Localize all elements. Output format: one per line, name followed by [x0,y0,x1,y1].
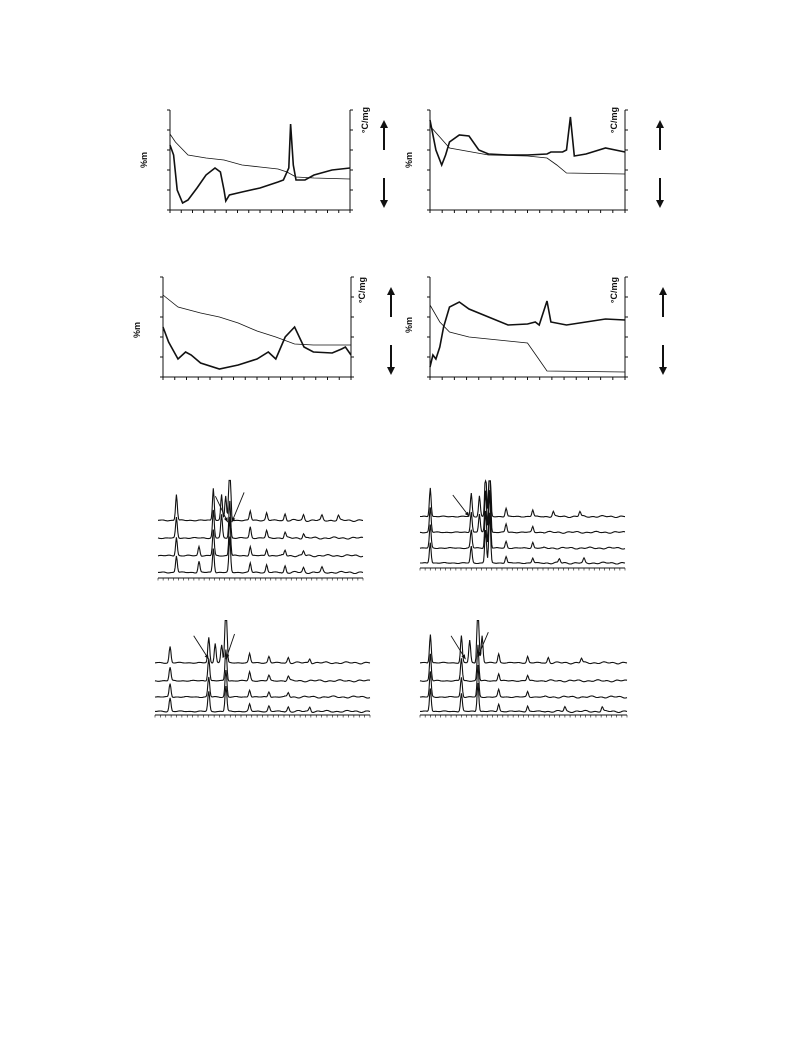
peak-arrow-head [232,517,236,522]
down-arrow-head [380,200,388,208]
up-arrow-head [380,120,388,128]
xrd-trace [155,670,370,698]
mass-axis-label: %m [139,151,149,169]
peak-arrow [232,492,244,522]
xrd-panel-3 [155,621,370,718]
tg-panel-2 [404,107,664,213]
tg-panel-1 [139,107,388,213]
mass-axis-label: %m [132,321,142,339]
xrd-trace [420,621,627,664]
down-arrow-head [656,200,664,208]
mass-loss-curve [163,295,351,345]
mass-axis-label: %m [404,316,414,334]
dtg-axis-label: °C/mg [609,276,619,304]
xrd-trace [158,480,363,521]
mass-loss-curve [430,305,625,372]
xrd-trace [420,481,625,533]
dtg-curve [430,117,625,165]
mass-loss-curve [430,126,625,174]
xrd-panel-1 [158,480,363,580]
xrd-trace [155,686,370,712]
down-arrow-head [387,367,395,375]
dtg-axis-label: °C/mg [357,276,367,304]
down-arrow-head [659,367,667,375]
dtg-curve [163,327,351,369]
xrd-trace [420,490,625,549]
dtg-curve [430,301,625,367]
xrd-panel-2 [420,481,625,571]
xrd-trace [420,513,625,564]
dtg-axis-label: °C/mg [609,106,619,134]
xrd-trace [155,621,370,664]
mass-axis-label: %m [404,151,414,169]
up-arrow-head [387,287,395,295]
xrd-trace [155,650,370,682]
up-arrow-head [656,120,664,128]
tg-panel-4 [404,277,667,380]
thermal-analysis-panels [132,107,667,380]
xrd-trace [420,481,625,518]
up-arrow-head [659,287,667,295]
xrd-panel-4 [420,621,627,718]
tg-panel-3 [132,277,395,380]
xrd-pattern-panels [155,480,627,717]
dtg-axis-label: °C/mg [360,106,370,134]
dtg-curve [170,124,350,203]
